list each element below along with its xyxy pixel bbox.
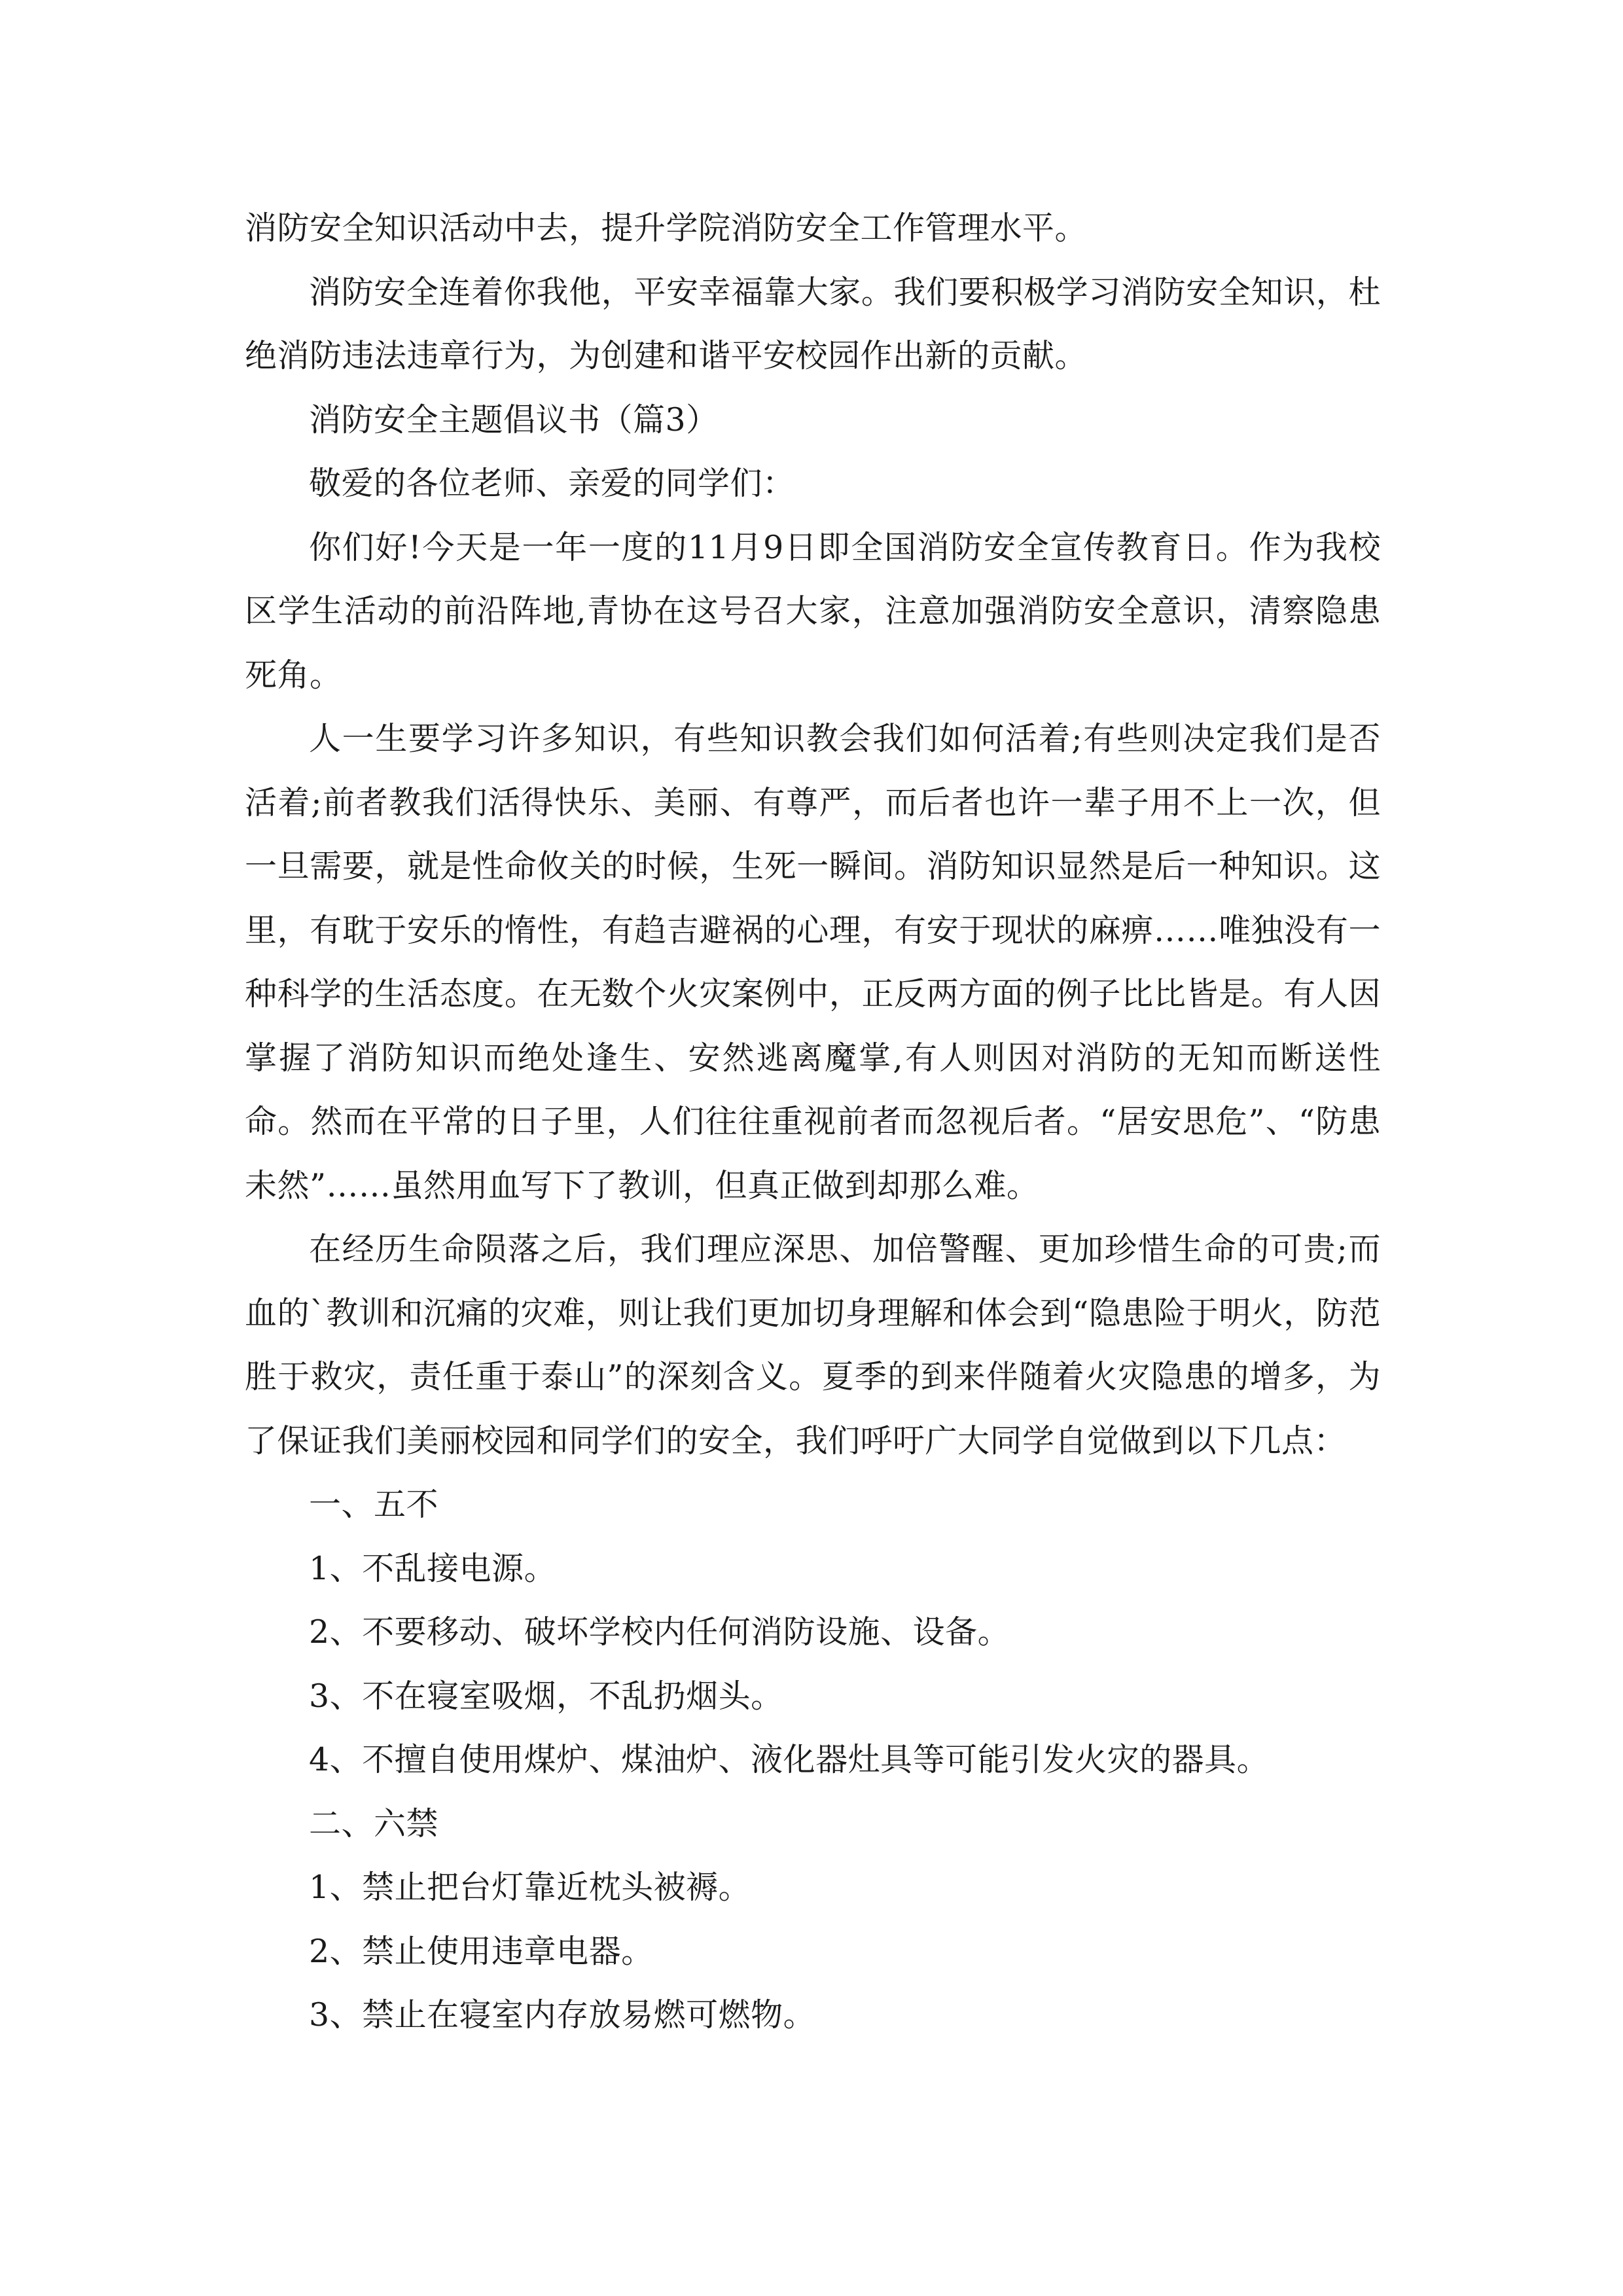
heading-five-dont: 一、五不 bbox=[309, 1486, 439, 1523]
list-item: 1、禁止把台灯靠近枕头被褥。 bbox=[309, 1869, 751, 1906]
list-item: 3、不在寝室吸烟，不乱扔烟头。 bbox=[309, 1677, 783, 1715]
list-item: 3、禁止在寝室内存放易燃可燃物。 bbox=[309, 1996, 816, 2034]
paragraph-knowledge: 人一生要学习许多知识，有些知识教会我们如何活着;有些则决定我们是否活着;前者教我们活得快乐、美丽、有尊严，而后者也许一辈子用不上一次，但一旦需要，就是性命攸关的时候，生死一瞬间。消防知识显然是后一种知识。这里，有耽于安乐的惰性，有趋吉避祸的心理，有安于现状的麻痹……唯独没有一种科学的生活态度。在无数个火灾案例中，正反两方面的例子比比皆是。有人因掌握了消防知识而绝处逢生、安然逃离魔掌,有人则因对消防的无知而断送性命。然而在平常的日子里，人们往往重视前者而忽视后者。“居安思危”、“防患未然”……虽然用血写下了教训，但真正做到却那么难。 bbox=[245, 720, 1381, 1204]
section-title: 消防安全主题倡议书（篇3） bbox=[309, 401, 719, 439]
list-item: 2、禁止使用违章电器。 bbox=[309, 1932, 654, 1970]
paragraph-closing-call: 消防安全连着你我他，平安幸福靠大家。我们要积极学习消防安全知识，杜绝消防违法违章行为，为创建和谐平安校园作出新的贡献。 bbox=[245, 273, 1381, 374]
list-item: 4、不擅自使用煤炉、煤油炉、液化器灶具等可能引发火灾的器具。 bbox=[309, 1741, 1270, 1778]
list-item: 1、不乱接电源。 bbox=[309, 1549, 557, 1587]
salutation: 敬爱的各位老师、亲爱的同学们： bbox=[309, 465, 795, 502]
document-body bbox=[245, 196, 1381, 2047]
heading-six-bans: 二、六禁 bbox=[309, 1804, 439, 1842]
paragraph-intro: 你们好!今天是一年一度的11月9日即全国消防安全宣传教育日。作为我校区学生活动的前沿阵地,青协在这号召大家，注意加强消防安全意识，清察隐患死角。 bbox=[245, 528, 1381, 694]
list-item: 2、不要移动、破坏学校内任何消防设施、设备。 bbox=[309, 1613, 1010, 1651]
paragraph-lessons: 在经历生命陨落之后，我们理应深思、加倍警醒、更加珍惜生命的可贵;而血的`教训和沉痛的灾难，则让我们更加切身理解和体会到“隐患险于明火，防范胜于救灾，责任重于泰山”的深刻含义。夏季的到来伴随着火灾隐患的增多，为了保证我们美丽校园和同学们的安全，我们呼吁广大同学自觉做到以下几点： bbox=[245, 1230, 1381, 1460]
paragraph-continuation: 消防安全知识活动中去，提升学院消防安全工作管理水平。 bbox=[245, 209, 1088, 247]
